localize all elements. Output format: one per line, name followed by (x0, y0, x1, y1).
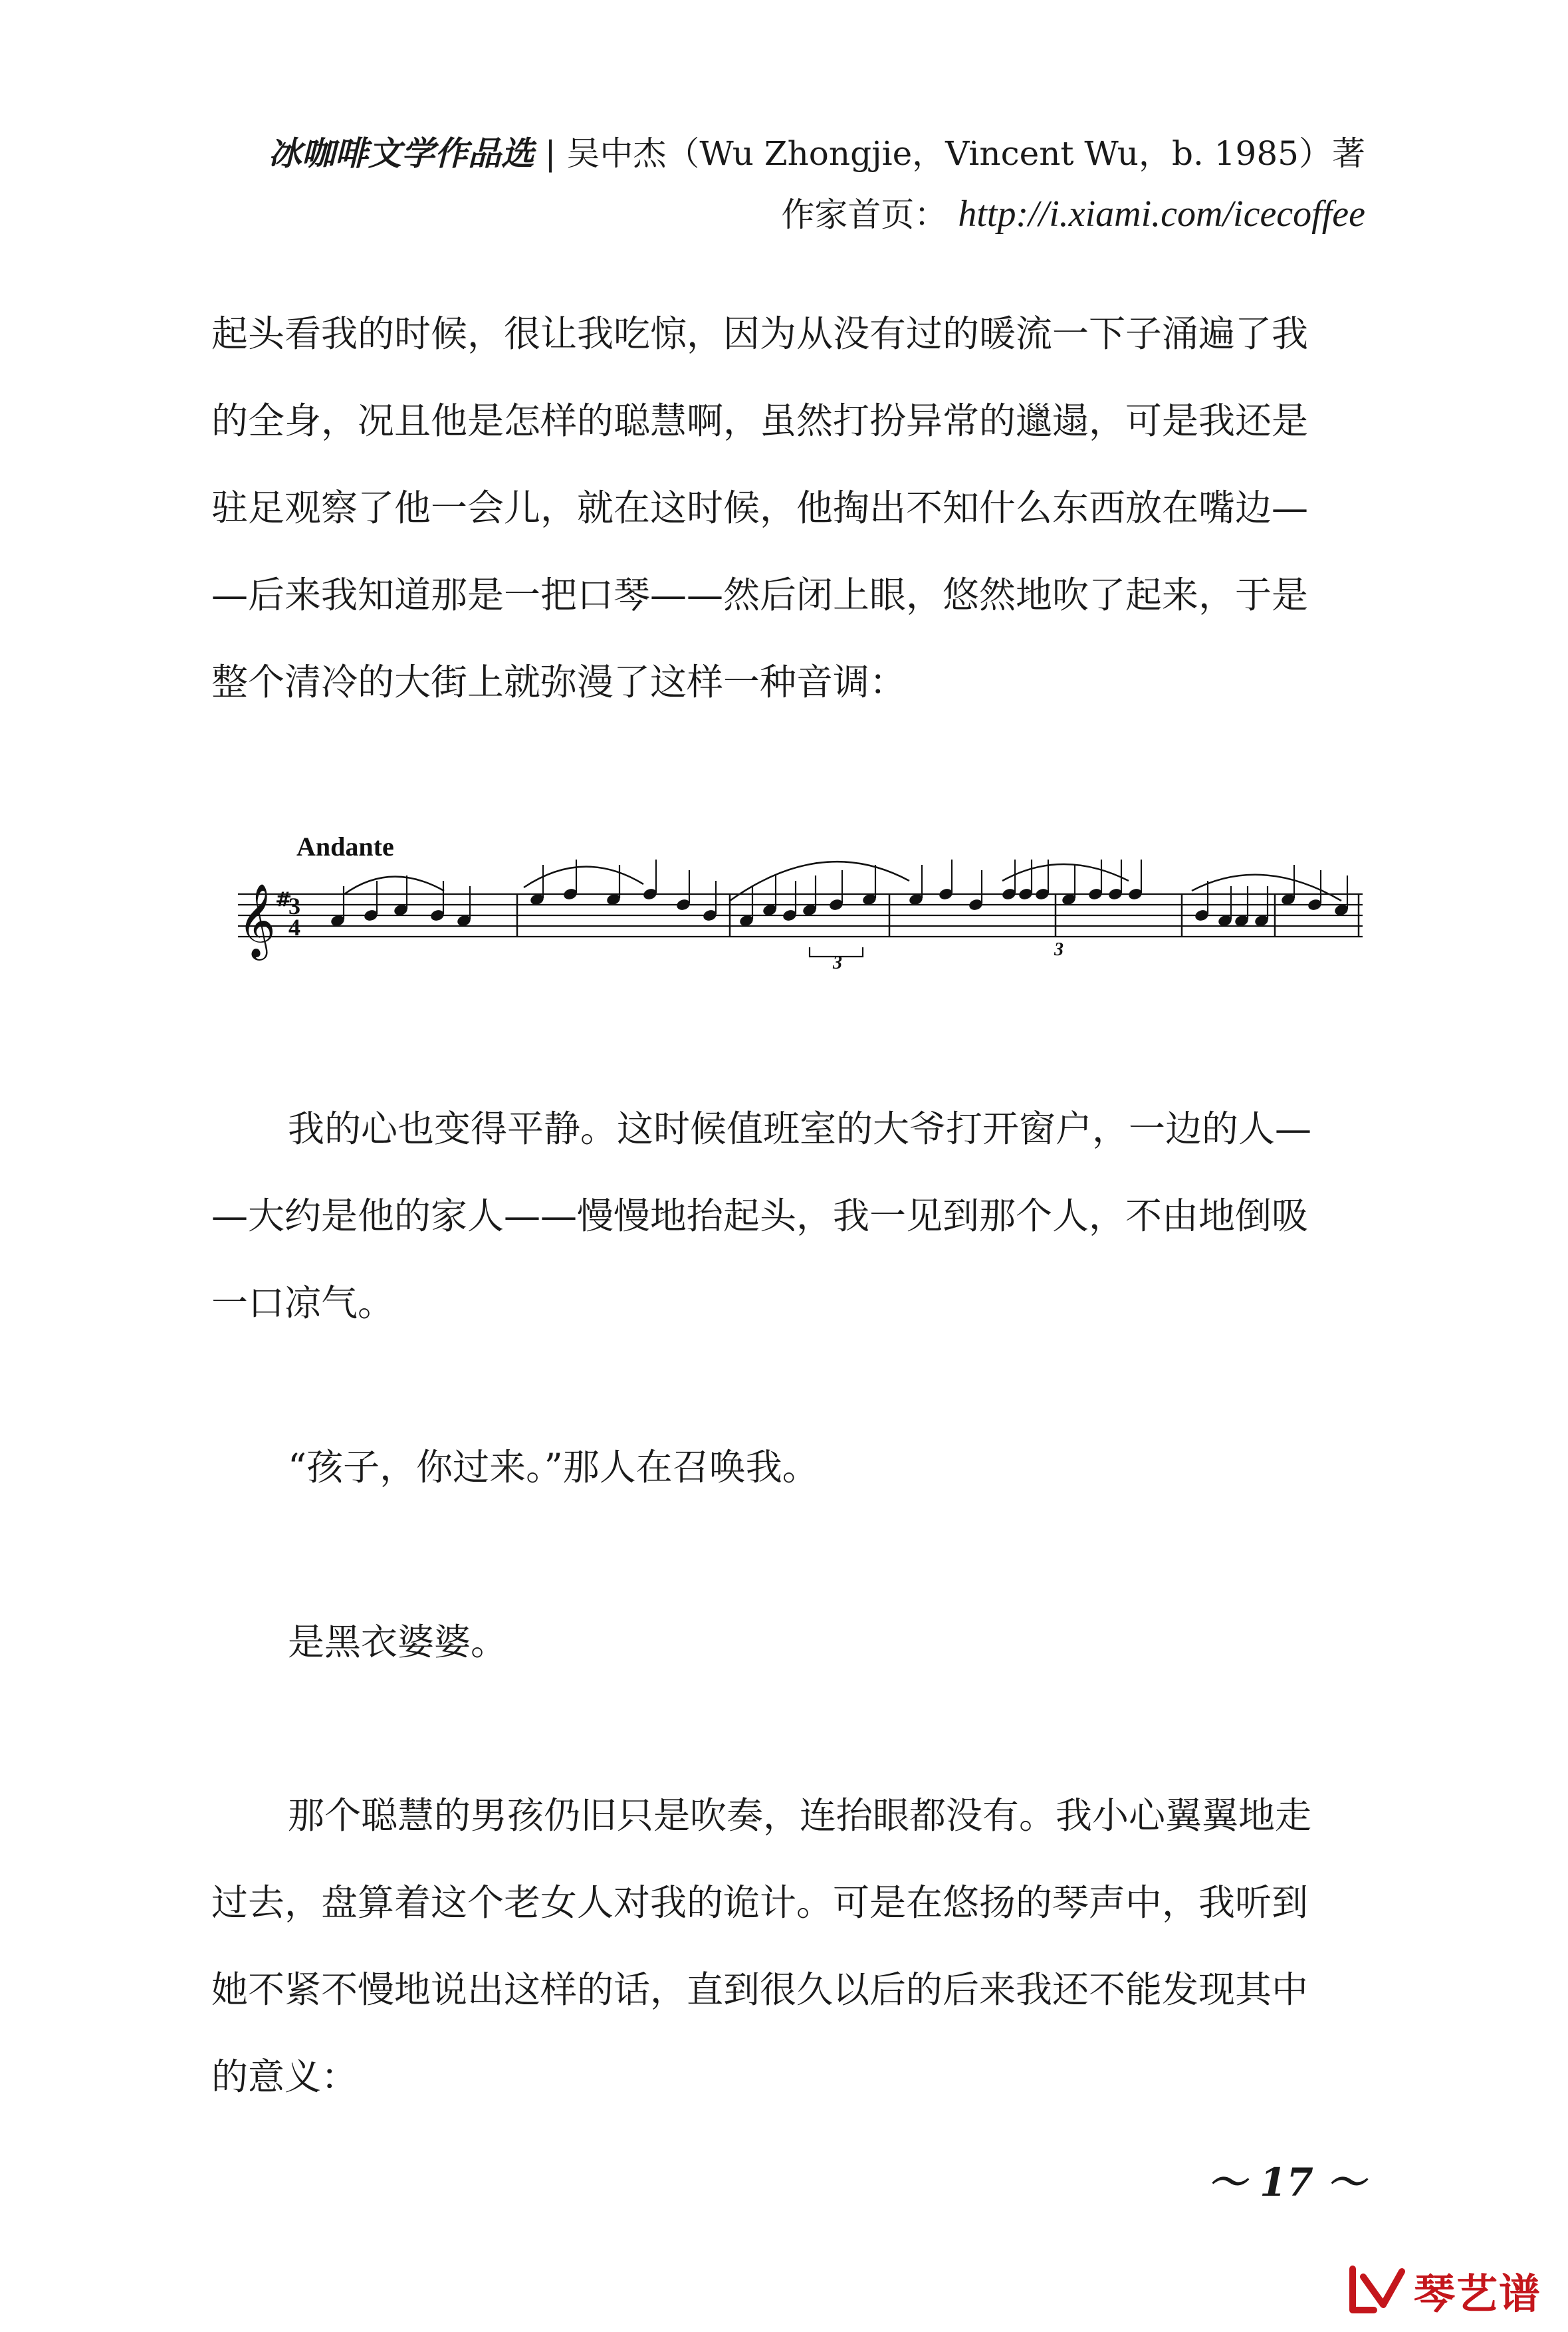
paragraph-line: 我的心也变得平静。这时候值班室的大爷打开窗户，一边的人— (288, 1108, 1312, 1150)
collection-title: 冰咖啡文学作品选 (268, 134, 534, 173)
header-author-line (269, 130, 1365, 177)
time-signature-bottom: 4 (288, 914, 300, 941)
header-separator: | (544, 134, 556, 173)
paragraph-4 (211, 1599, 1371, 1686)
triplet-number: 3 (1054, 939, 1064, 960)
paragraph-line: 是黑衣婆婆。 (288, 1621, 508, 1663)
paragraph-line: 她不紧不慢地说出这样的话，直到很久以后的后来我还不能发现其中 (211, 1968, 1309, 2011)
author-credit: 吴中杰（Wu Zhongjie，Vincent Wu，b. 1985）著 (566, 134, 1365, 173)
paragraph-5 (211, 1772, 1371, 2121)
logo-text: 琴艺谱 (1413, 2269, 1541, 2318)
treble-clef-icon: 𝄞 (238, 883, 276, 957)
time-signature-top: 3 (288, 893, 300, 919)
homepage-label: 作家首页： (781, 195, 948, 234)
paragraph-line: 那个聪慧的男孩仍旧只是吹奏，连抬眼都没有。我小心翼翼地走 (288, 1794, 1312, 1837)
paragraph-line: 驻足观察了他一会儿，就在这时候，他掏出不知什么东西放在嘴边— (211, 487, 1309, 529)
logo-mark-icon (1347, 2264, 1407, 2317)
site-logo (1347, 2260, 1541, 2320)
key-signature-sharp-icon: # (275, 888, 292, 911)
header-homepage-line (781, 191, 1365, 238)
paragraph-line: “孩子，你过来。”那人在召唤我。 (288, 1446, 819, 1488)
paragraph-3 (211, 1424, 1371, 1511)
page-number: ～ 17 ～ (1207, 2160, 1365, 2205)
music-score (225, 821, 1363, 981)
tempo-marking: Andante (296, 832, 394, 862)
paragraph-line: 的全身，况且他是怎样的聪慧啊，虽然打扮异常的邋遢，可是我还是 (211, 400, 1309, 442)
paragraph-line: 整个清冷的大街上就弥漫了这样一种音调： (211, 661, 907, 703)
paragraph-line: —大约是他的家人——慢慢地抬起头，我一见到那个人，不由地倒吸 (211, 1195, 1309, 1237)
paragraph-2 (211, 1086, 1371, 1347)
triplet-number: 3 (833, 953, 842, 973)
paragraph-line: 的意义： (211, 2055, 358, 2098)
paragraph-line: 过去，盘算着这个老女人对我的诡计。可是在悠扬的琴声中，我听到 (211, 1881, 1309, 1924)
paragraph-line: 起头看我的时候，很让我吃惊，因为从没有过的暖流一下子涌遍了我 (211, 312, 1309, 355)
paragraph-1 (211, 291, 1371, 726)
homepage-link[interactable]: http://i.xiami.com/icecoffee (958, 193, 1365, 235)
paragraph-line: —后来我知道那是一把口琴——然后闭上眼，悠然地吹了起来，于是 (211, 574, 1309, 616)
paragraph-line: 一口凉气。 (211, 1282, 395, 1324)
